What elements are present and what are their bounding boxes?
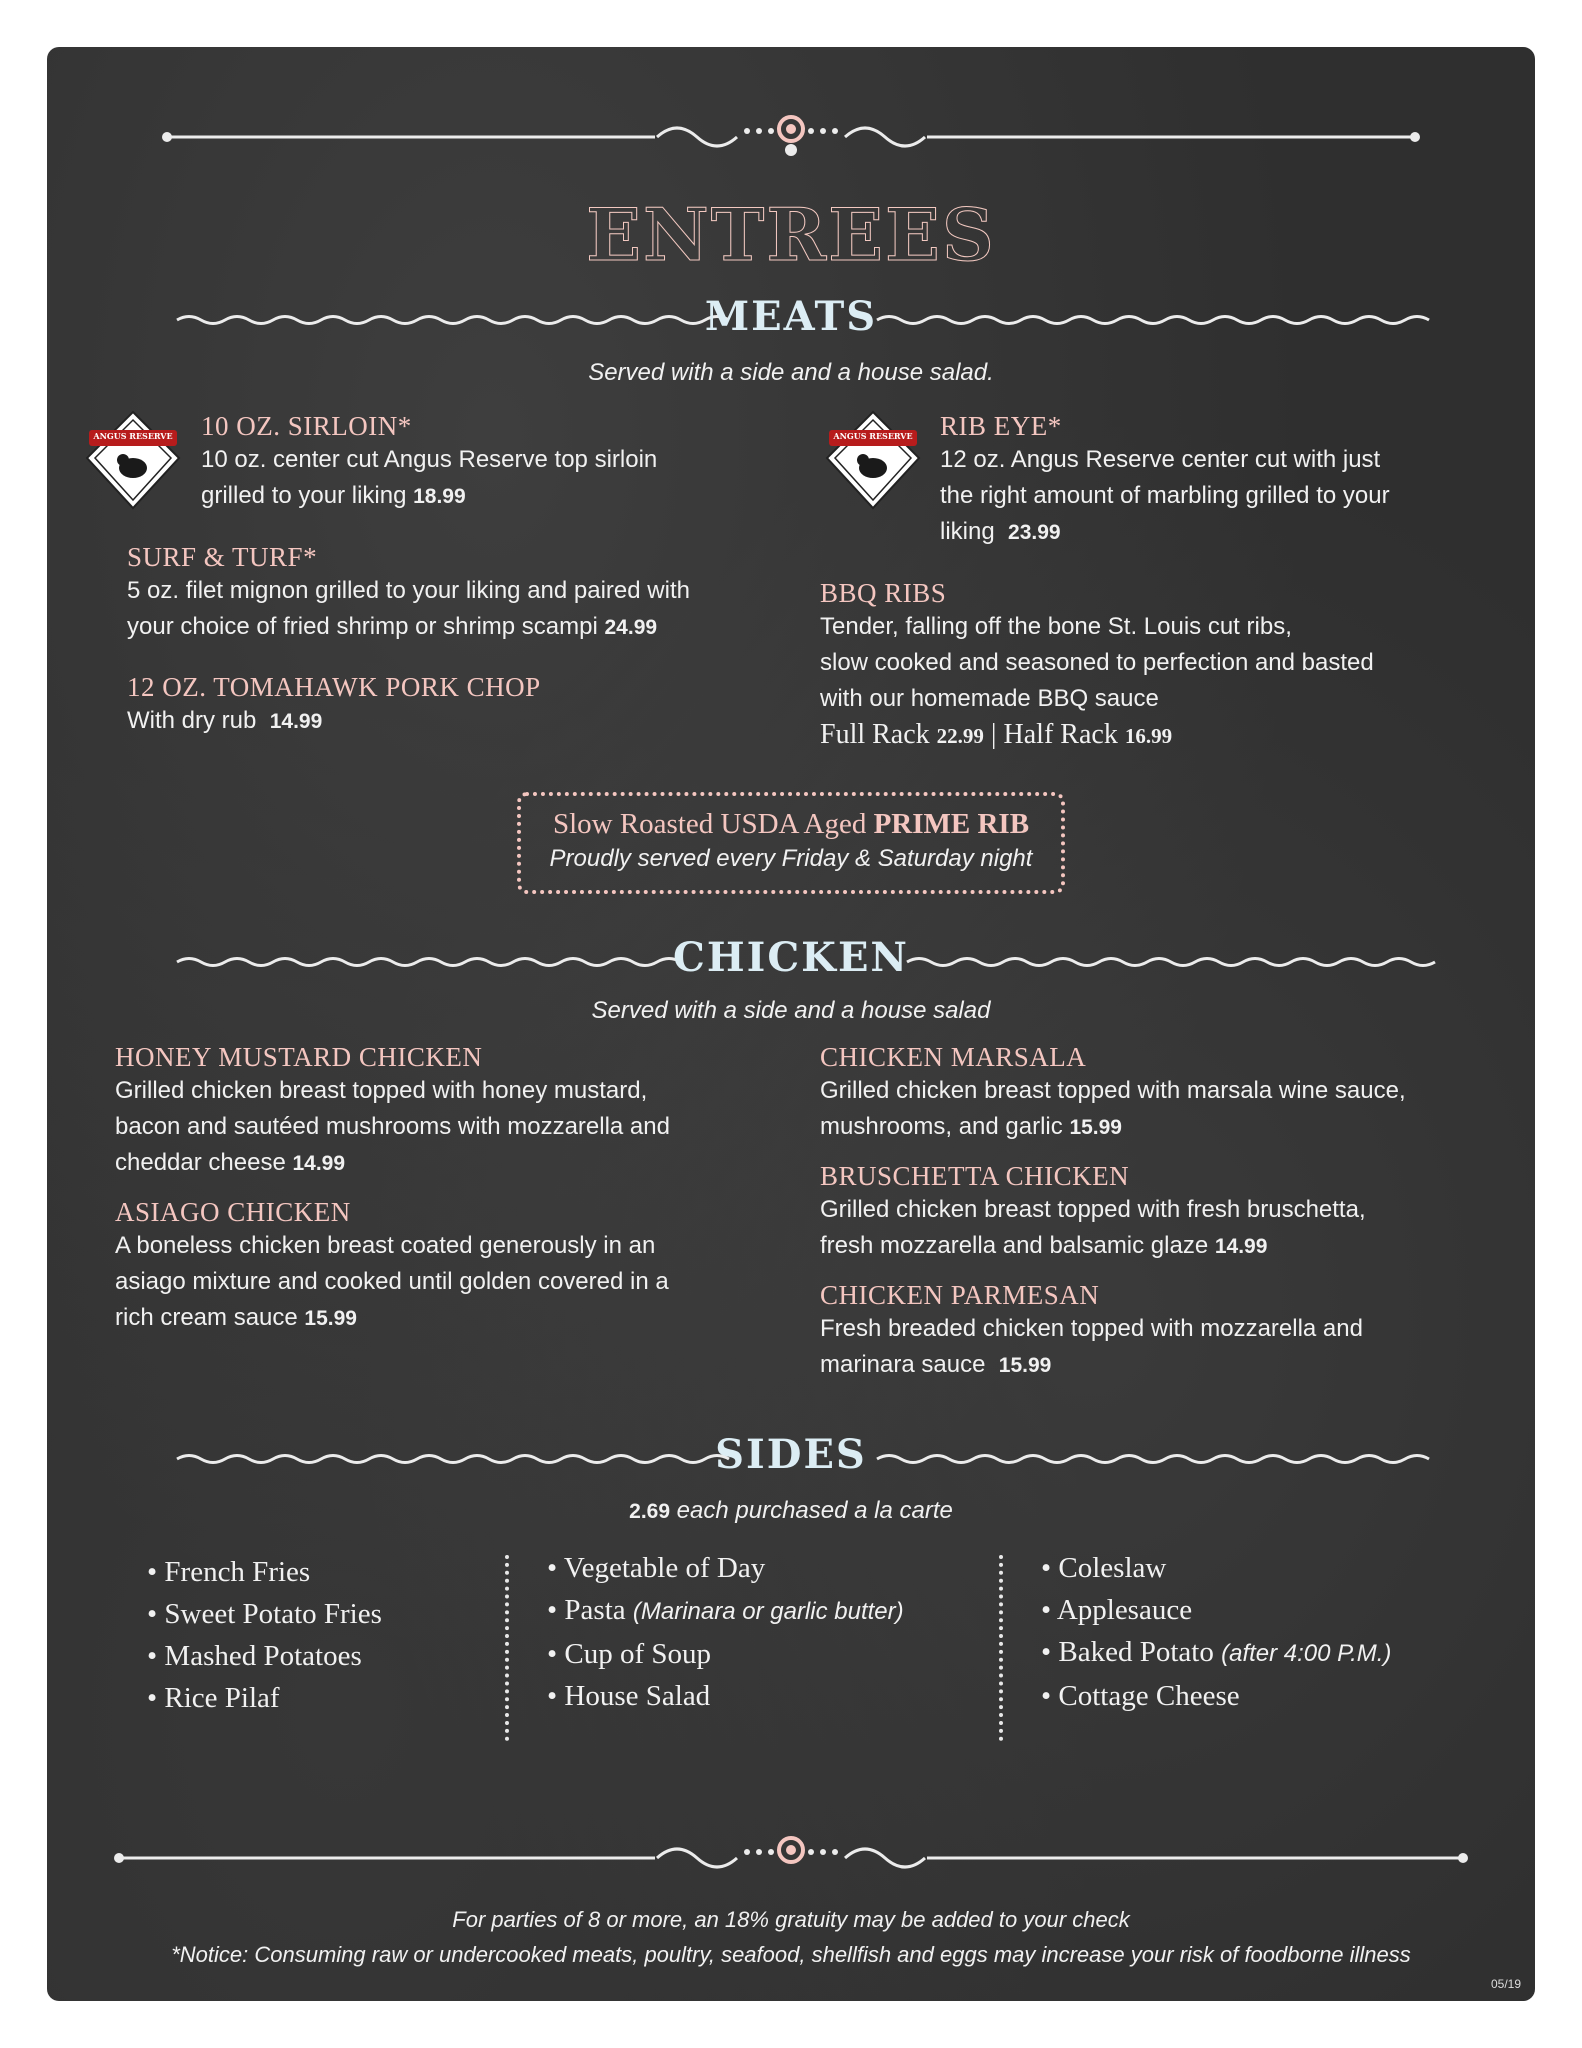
item-price: 23.99 bbox=[1008, 521, 1061, 544]
item-price: 18.99 bbox=[413, 485, 466, 508]
top-divider-ornament bbox=[162, 117, 1420, 156]
item-price: 14.99 bbox=[1214, 1235, 1268, 1258]
menu-item-chicken-parmesan bbox=[820, 1280, 1520, 1384]
sides-column-3 bbox=[1041, 1547, 1391, 1717]
list-item: • Baked Potato (after 4:00 P.M.) bbox=[1041, 1636, 1392, 1668]
list-item: • Cottage Cheese bbox=[1041, 1680, 1240, 1712]
item-price: 15.99 bbox=[1069, 1116, 1122, 1139]
page-title: ENTREES bbox=[586, 192, 996, 277]
gratuity-note: For parties of 8 or more, an 18% gratuity may be added to your check bbox=[452, 1907, 1130, 1932]
list-item: • Applesauce bbox=[1041, 1594, 1193, 1626]
list-item: • French Fries bbox=[147, 1556, 311, 1588]
menu-item-bruschetta-chicken bbox=[820, 1161, 1520, 1265]
sides-heading: SIDES bbox=[715, 1431, 867, 1478]
item-description: Grilled chicken breast topped with marsala wine sauce, mushrooms, and garlic 15.99 bbox=[820, 1077, 1406, 1140]
item-price: 24.99 bbox=[604, 616, 658, 639]
menu-item-surf-turf bbox=[127, 542, 767, 646]
list-item: • Rice Pilaf bbox=[147, 1682, 280, 1714]
prime-rib-title: Slow Roasted USDA Aged PRIME RIB bbox=[552, 808, 1030, 840]
item-name: HONEY MUSTARD CHICKEN bbox=[115, 1042, 483, 1072]
menu-date: 05/19 bbox=[1490, 1977, 1521, 1991]
item-price: 15.99 bbox=[998, 1354, 1052, 1377]
item-description: Tender, falling off the bone St. Louis cut ribs, slow cooked and seasoned to perfection and basted with our homemade BBQ sauce bbox=[820, 613, 1374, 712]
menu-item-rib-eye bbox=[940, 411, 1500, 551]
column-divider bbox=[505, 1555, 509, 1741]
chalkboard-menu bbox=[47, 47, 1535, 2001]
menu-item-asiago-chicken bbox=[115, 1197, 755, 1337]
item-name: BRUSCHETTA CHICKEN bbox=[820, 1161, 1130, 1191]
item-description: Grilled chicken breast topped with fresh bruschetta, fresh mozzarella and balsamic glaze 14.99 bbox=[820, 1196, 1366, 1259]
badge-label: ANGUS RESERVE bbox=[833, 431, 913, 441]
list-item: • House Salad bbox=[547, 1680, 711, 1712]
item-description: A boneless chicken breast coated generously in an asiago mixture and cooked until golden covered in a rich cream sauce 15.99 bbox=[115, 1232, 669, 1331]
list-item: • Vegetable of Day bbox=[547, 1552, 766, 1584]
food-safety-notice: *Notice: Consuming raw or undercooked meats, poultry, seafood, shellfish and eggs may increase your risk of foodborne illness bbox=[171, 1942, 1411, 1967]
chicken-subtitle: Served with a side and a house salad bbox=[591, 997, 991, 1024]
item-price: 14.99 bbox=[292, 1152, 346, 1175]
item-name: ASIAGO CHICKEN bbox=[115, 1197, 351, 1227]
list-item: • Mashed Potatoes bbox=[147, 1640, 362, 1672]
list-item: • Pasta (Marinara or garlic butter) bbox=[547, 1594, 904, 1626]
item-description: 5 oz. filet mignon grilled to your liking and paired with your choice of fried shrimp or shrimp scampi 24.99 bbox=[127, 577, 690, 640]
prime-rib-callout bbox=[517, 792, 1065, 894]
item-name: BBQ RIBS bbox=[820, 578, 947, 608]
item-name: 10 OZ. SIRLOIN* bbox=[201, 411, 412, 441]
sides-column-2 bbox=[547, 1547, 904, 1717]
item-price: 15.99 bbox=[304, 1307, 357, 1330]
menu-item-chicken-marsala bbox=[820, 1042, 1520, 1146]
menu-item-tomahawk-pork-chop bbox=[127, 672, 767, 740]
item-price: 14.99 bbox=[269, 710, 323, 733]
item-description: 12 oz. Angus Reserve center cut with just the right amount of marbling grilled to your liking 23.99 bbox=[940, 446, 1390, 545]
item-name: 12 OZ. TOMAHAWK PORK CHOP bbox=[127, 672, 541, 702]
item-name: SURF & TURF* bbox=[127, 542, 318, 572]
sides-subtitle: 2.69 each purchased a la carte bbox=[629, 1497, 953, 1524]
list-item: • Sweet Potato Fries bbox=[147, 1598, 382, 1630]
rib-size-prices: Full Rack 22.99 | Half Rack 16.99 bbox=[820, 719, 1173, 750]
meats-subtitle: Served with a side and a house salad. bbox=[588, 359, 994, 386]
angus-reserve-badge-icon bbox=[85, 410, 181, 510]
item-description: 10 oz. center cut Angus Reserve top sirloin grilled to your liking 18.99 bbox=[201, 446, 658, 509]
menu-item-bbq-ribs bbox=[820, 578, 1510, 751]
chicken-heading: CHICKEN bbox=[673, 934, 909, 981]
item-name: CHICKEN MARSALA bbox=[820, 1042, 1087, 1072]
item-name: RIB EYE* bbox=[940, 411, 1062, 441]
angus-reserve-badge-icon bbox=[825, 410, 921, 510]
item-description: Grilled chicken breast topped with honey mustard, bacon and sautéed mushrooms with mozzarella and cheddar cheese 14.99 bbox=[115, 1077, 670, 1176]
item-description: With dry rub 14.99 bbox=[127, 707, 323, 734]
column-divider bbox=[999, 1555, 1003, 1741]
sides-column-1 bbox=[147, 1551, 382, 1719]
prime-rib-note: Proudly served every Friday & Saturday night bbox=[549, 845, 1033, 872]
item-description: Fresh breaded chicken topped with mozzarella and marinara sauce 15.99 bbox=[820, 1315, 1363, 1378]
menu-item-sirloin bbox=[201, 411, 761, 515]
bottom-divider-ornament bbox=[114, 1838, 1468, 1867]
badge-label: ANGUS RESERVE bbox=[93, 431, 173, 441]
list-item: • Cup of Soup bbox=[547, 1638, 712, 1670]
menu-item-honey-mustard-chicken bbox=[115, 1042, 755, 1182]
meats-heading: MEATS bbox=[704, 293, 878, 340]
list-item: • Coleslaw bbox=[1041, 1552, 1167, 1584]
item-name: CHICKEN PARMESAN bbox=[820, 1280, 1100, 1310]
